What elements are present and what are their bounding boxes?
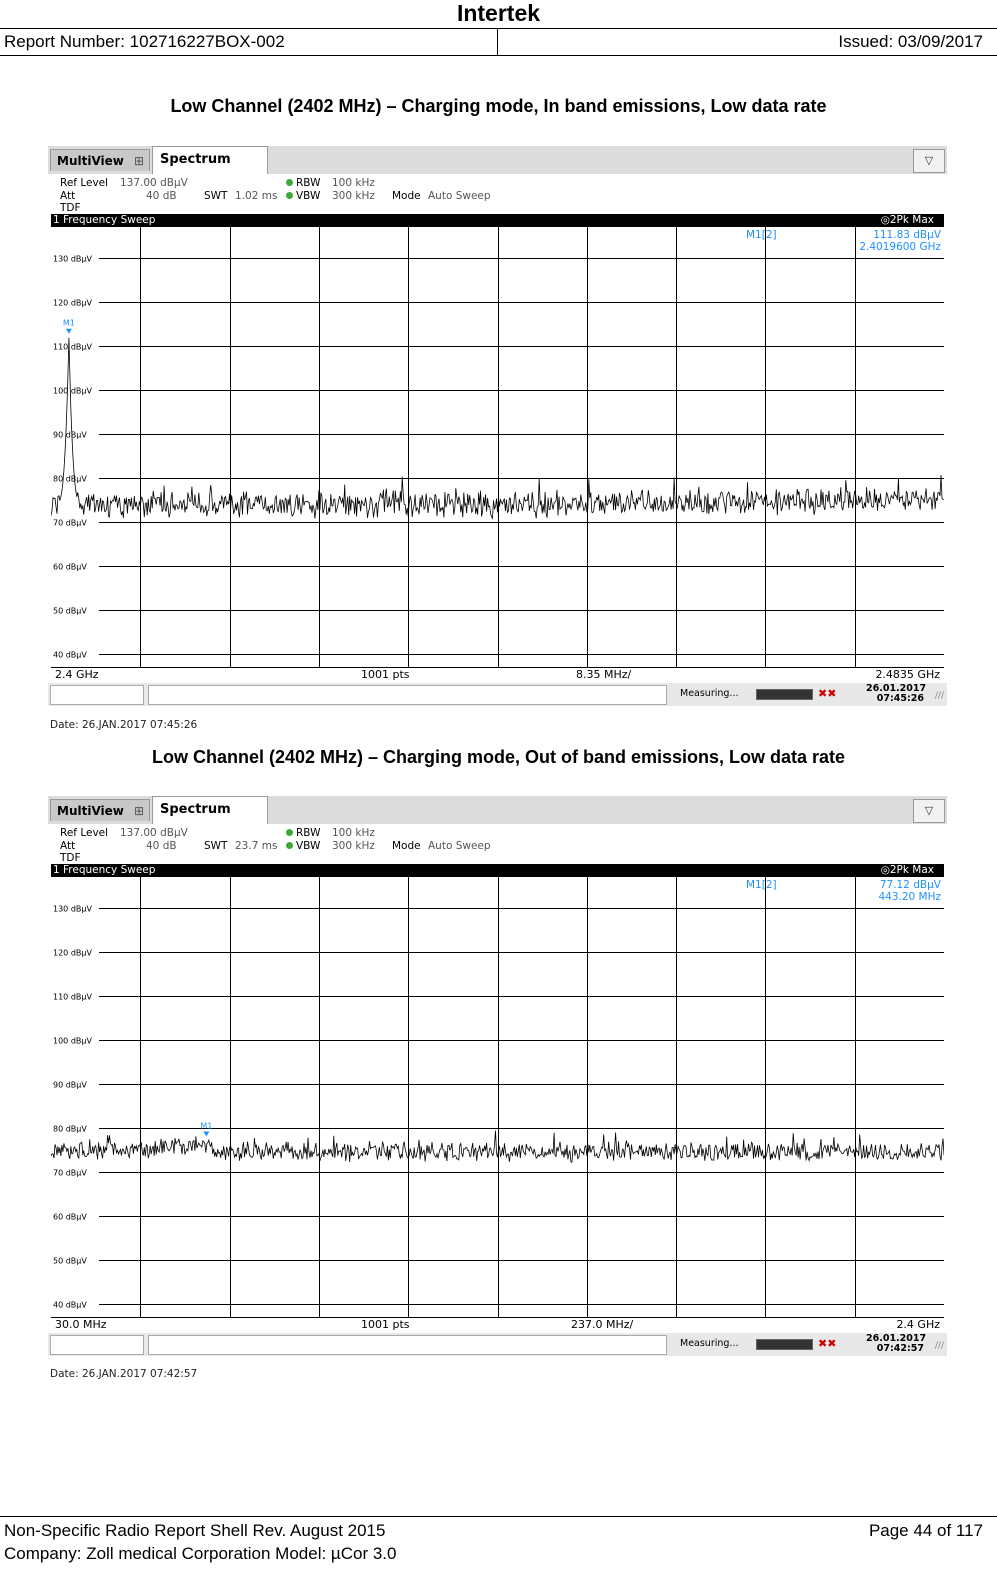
chevron-down-icon[interactable]: ▽	[913, 799, 945, 823]
sweep-points: 1001 pts	[361, 668, 410, 681]
date-stamp: Date: 26.JAN.2017 07:42:57	[50, 1368, 198, 1380]
marker-tag: M1	[62, 318, 75, 328]
header-divider	[497, 29, 498, 55]
y-tick-label: 40 dBµV	[53, 1300, 87, 1310]
sweep-points: 1001 pts	[361, 1318, 410, 1331]
spectrum-screenshot-in-band	[48, 146, 947, 706]
tab-multiview[interactable]	[50, 149, 150, 171]
swt-value: 23.7 ms	[235, 840, 278, 852]
tab-multiview[interactable]	[50, 799, 150, 821]
status-time: 07:42:57	[876, 1343, 924, 1354]
vbw-label	[286, 190, 320, 202]
tab-bar	[48, 146, 947, 175]
trace-mode: ◎2Pk Max	[880, 214, 934, 226]
rbw-label	[286, 177, 321, 189]
measurement-params	[48, 174, 947, 214]
tab-spectrum-label: Spectrum	[160, 152, 231, 167]
status-dot-icon	[286, 829, 293, 836]
y-tick-label: 120 dBµV	[53, 298, 92, 308]
progress-bar	[756, 689, 813, 700]
tab-bar	[48, 796, 947, 825]
marker-level: 111.83 dBµV	[873, 229, 941, 241]
spectrum-chart	[51, 227, 944, 667]
status-bar	[48, 1333, 947, 1356]
y-tick-label: 110 dBµV	[53, 992, 92, 1002]
marker-triangle	[66, 329, 72, 334]
status-dot-icon	[286, 842, 293, 849]
start-frequency: 2.4 GHz	[55, 668, 99, 681]
att-label: Att	[60, 190, 76, 202]
att-value: 40 dB	[146, 190, 177, 202]
y-tick-label: 130 dBµV	[53, 904, 92, 914]
measuring-status: Measuring...	[680, 688, 739, 699]
sweep-title: 1 Frequency Sweep	[53, 214, 156, 226]
tab-spectrum-label: Spectrum	[160, 802, 231, 817]
marker-frequency: 443.20 MHz	[878, 891, 941, 903]
vbw-value: 300 kHz	[332, 190, 375, 202]
sweep-title-bar	[51, 214, 944, 227]
y-tick-label: 70 dBµV	[53, 518, 87, 528]
status-datetime	[866, 1333, 927, 1354]
measurement-params	[48, 824, 947, 864]
y-tick-label: 40 dBµV	[53, 650, 87, 660]
y-tick-label: 100 dBµV	[53, 1036, 92, 1046]
company-title: Intertek	[456, 0, 541, 26]
spectrum-plot	[51, 227, 944, 667]
footer-rule	[0, 1516, 997, 1517]
spectrum-plot	[51, 877, 944, 1317]
rbw-value: 100 kHz	[332, 177, 375, 189]
y-tick-label: 70 dBµV	[53, 1168, 87, 1178]
vbw-label-text: VBW	[296, 190, 321, 202]
plot-caption-out-of-band: Low Channel (2402 MHz) – Charging mode, Out of band emissions, Low data rate	[151, 747, 846, 767]
swt-label: SWT	[204, 840, 228, 852]
plot-caption-in-band: Low Channel (2402 MHz) – Charging mode, In band emissions, Low data rate	[170, 96, 827, 116]
ref-level-label: Ref Level	[60, 827, 109, 839]
y-tick-label: 80 dBµV	[53, 474, 87, 484]
issued-date: Issued: 03/09/2017	[838, 32, 983, 51]
spectrum-chart	[51, 877, 944, 1317]
sweep-footer	[51, 1317, 944, 1334]
vbw-label	[286, 840, 320, 852]
y-tick-label: 80 dBµV	[53, 1124, 87, 1134]
att-value: 40 dB	[146, 840, 177, 852]
tab-multiview-label: MultiView	[57, 154, 124, 168]
status-field	[50, 685, 144, 705]
chevron-down-icon[interactable]: ▽	[913, 149, 945, 173]
y-tick-label: 60 dBµV	[53, 562, 87, 572]
y-tick-label: 90 dBµV	[53, 430, 87, 440]
date-stamp: Date: 26.JAN.2017 07:45:26	[50, 719, 198, 731]
span-per-division: 8.35 MHz/	[576, 668, 632, 681]
status-bar	[48, 683, 947, 706]
swt-label: SWT	[204, 190, 228, 202]
instrument-flag-icon: ✖✖	[818, 1337, 837, 1350]
progress-bar	[756, 1339, 813, 1350]
spectrum-screenshot-out-of-band	[48, 796, 947, 1356]
marker-frequency: 2.4019600 GHz	[859, 241, 941, 253]
marker-level: 77.12 dBµV	[879, 879, 941, 891]
rbw-label	[286, 827, 321, 839]
rbw-value: 100 kHz	[332, 827, 375, 839]
y-tick-label: 50 dBµV	[53, 1256, 87, 1266]
y-tick-label: 130 dBµV	[53, 254, 92, 264]
trace-mode: ◎2Pk Max	[880, 864, 934, 876]
tab-multiview-label: MultiView	[57, 804, 124, 818]
mode-value: Auto Sweep	[428, 840, 491, 852]
message-field	[148, 685, 667, 705]
swt-value: 1.02 ms	[235, 190, 278, 202]
ref-level-value: 137.00 dBµV	[120, 827, 188, 839]
resize-grip-icon: ///	[934, 691, 944, 701]
footer-shell: Non-Specific Radio Report Shell Rev. August 2015	[4, 1521, 386, 1540]
grid-icon: ⊞	[133, 154, 144, 168]
report-header-row	[0, 28, 997, 56]
spectrum-trace	[51, 338, 944, 519]
y-tick-label: 60 dBµV	[53, 1212, 87, 1222]
stop-frequency: 2.4 GHz	[896, 1318, 940, 1331]
tdf-label: TDF	[60, 202, 81, 214]
tab-spectrum[interactable]	[152, 796, 268, 825]
status-dot-icon	[286, 192, 293, 199]
status-datetime	[866, 683, 927, 704]
measuring-status: Measuring...	[680, 1338, 739, 1349]
grid-icon: ⊞	[133, 804, 144, 818]
y-tick-label: 50 dBµV	[53, 606, 87, 616]
mode-label: Mode	[392, 190, 421, 202]
sweep-title-bar	[51, 864, 944, 877]
report-number: Report Number: 102716227BOX-002	[4, 32, 285, 51]
stop-frequency: 2.4835 GHz	[875, 668, 940, 681]
y-tick-label: 100 dBµV	[53, 386, 92, 396]
mode-value: Auto Sweep	[428, 190, 491, 202]
sweep-title: 1 Frequency Sweep	[53, 864, 156, 876]
marker-tag: M1	[200, 1121, 213, 1131]
message-field	[148, 1335, 667, 1355]
y-tick-label: 90 dBµV	[53, 1080, 87, 1090]
status-dot-icon	[286, 179, 293, 186]
vbw-value: 300 kHz	[332, 840, 375, 852]
resize-grip-icon: ///	[934, 1341, 944, 1351]
marker-label: M1[2]	[746, 879, 777, 891]
marker-triangle	[203, 1131, 209, 1136]
mode-label: Mode	[392, 840, 421, 852]
vbw-label-text: VBW	[296, 840, 321, 852]
tab-spectrum[interactable]	[152, 146, 268, 175]
footer-page-number: Page 44 of 117	[868, 1521, 983, 1540]
footer-company: Company: Zoll medical Corporation Model: µCor 3.0	[4, 1544, 397, 1563]
y-tick-label: 120 dBµV	[53, 948, 92, 958]
start-frequency: 30.0 MHz	[55, 1318, 107, 1331]
sweep-footer	[51, 667, 944, 684]
ref-level-value: 137.00 dBµV	[120, 177, 188, 189]
spectrum-trace	[51, 1131, 944, 1162]
marker-label: M1[2]	[746, 229, 777, 241]
tdf-label: TDF	[60, 852, 81, 864]
att-label: Att	[60, 840, 76, 852]
status-field	[50, 1335, 144, 1355]
instrument-flag-icon: ✖✖	[818, 687, 837, 700]
rbw-label-text: RBW	[296, 827, 321, 839]
rbw-label-text: RBW	[296, 177, 321, 189]
span-per-division: 237.0 MHz/	[571, 1318, 634, 1331]
status-time: 07:45:26	[876, 693, 924, 704]
status-date: 26.01.2017	[866, 1333, 927, 1344]
ref-level-label: Ref Level	[60, 177, 109, 189]
y-tick-label: 110 dBµV	[53, 342, 92, 352]
status-date: 26.01.2017	[866, 683, 927, 694]
